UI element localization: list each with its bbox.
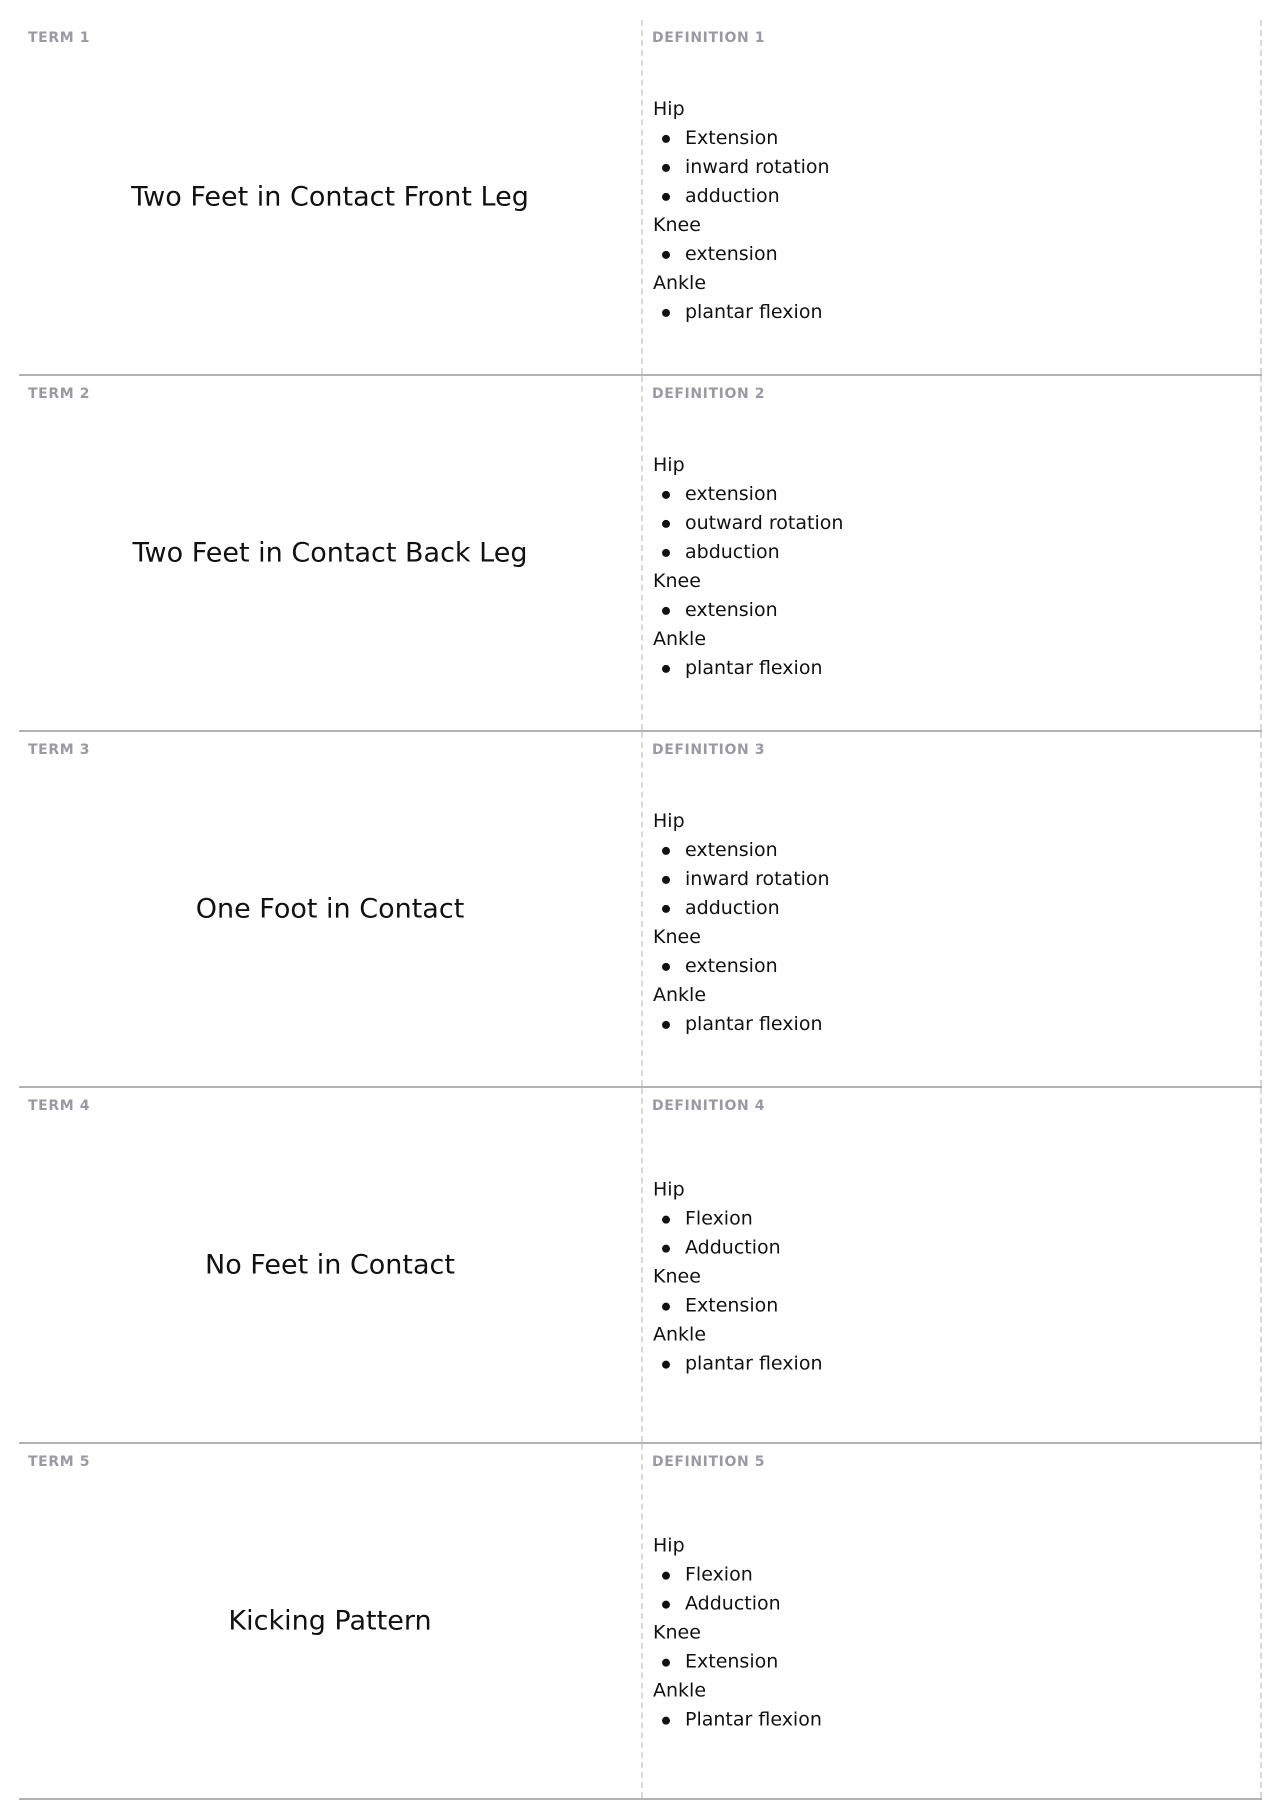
movement-item: Adduction — [653, 1234, 1250, 1263]
joint-label: Knee — [653, 1621, 701, 1644]
movement-list — [653, 1292, 1250, 1321]
movement-item: Flexion — [653, 1205, 1250, 1234]
joint-label: Ankle — [653, 271, 707, 294]
term-text: Two Feet in Contact Back Leg — [132, 537, 528, 569]
joint-label: Hip — [653, 1534, 685, 1557]
term-cell — [19, 1444, 643, 1798]
movement-item: plantar flexion — [653, 1010, 1250, 1039]
movement-item: Extension — [653, 1292, 1250, 1321]
movement-item: Adduction — [653, 1590, 1250, 1619]
term-cell — [19, 20, 643, 374]
term-number-label: TERM 3 — [28, 742, 91, 758]
flashcard-row — [19, 1444, 1262, 1800]
term-cell — [19, 1088, 643, 1442]
joint-label: Knee — [653, 213, 701, 236]
definition-cell — [643, 732, 1262, 1086]
movement-item: plantar flexion — [653, 654, 1250, 683]
movement-list — [653, 596, 1250, 625]
flashcard-row — [19, 376, 1262, 732]
joint-label: Hip — [653, 1178, 685, 1201]
movement-item: adduction — [653, 182, 1250, 211]
movement-list — [653, 654, 1250, 683]
movement-item: Extension — [653, 124, 1250, 153]
flashcard-sheet — [19, 20, 1262, 1800]
joint-label: Knee — [653, 925, 701, 948]
definition-number-label: DEFINITION 3 — [652, 742, 766, 758]
movement-item: inward rotation — [653, 153, 1250, 182]
movement-list — [653, 240, 1250, 269]
movement-item: plantar flexion — [653, 298, 1250, 327]
term-number-label: TERM 2 — [28, 386, 91, 402]
movement-item: plantar flexion — [653, 1350, 1250, 1379]
definition-number-label: DEFINITION 2 — [652, 386, 766, 402]
definition-cell — [643, 20, 1262, 374]
movement-list — [653, 1561, 1250, 1619]
term-text: Two Feet in Contact Front Leg — [131, 181, 529, 213]
movement-list — [653, 1706, 1250, 1735]
definition-cell — [643, 1088, 1262, 1442]
definition-body — [653, 807, 1250, 1039]
term-number-label: TERM 4 — [28, 1098, 91, 1114]
movement-item: abduction — [653, 538, 1250, 567]
movement-list — [653, 124, 1250, 211]
movement-list — [653, 298, 1250, 327]
movement-item: Plantar flexion — [653, 1706, 1250, 1735]
joint-label: Knee — [653, 1265, 701, 1288]
joint-label: Ankle — [653, 983, 707, 1006]
flashcard-row — [19, 1088, 1262, 1444]
movement-list — [653, 1648, 1250, 1677]
movement-item: outward rotation — [653, 509, 1250, 538]
joint-label: Knee — [653, 569, 701, 592]
joint-label: Hip — [653, 809, 685, 832]
term-number-label: TERM 5 — [28, 1454, 91, 1470]
movement-list — [653, 1350, 1250, 1379]
term-text: No Feet in Contact — [205, 1249, 455, 1281]
definition-number-label: DEFINITION 4 — [652, 1098, 766, 1114]
definition-body — [653, 1176, 1250, 1379]
joint-label: Ankle — [653, 627, 707, 650]
movement-item: Flexion — [653, 1561, 1250, 1590]
definition-cell — [643, 376, 1262, 730]
definition-body — [653, 451, 1250, 683]
movement-item: Extension — [653, 1648, 1250, 1677]
term-number-label: TERM 1 — [28, 30, 91, 46]
movement-item: adduction — [653, 894, 1250, 923]
movement-item: extension — [653, 952, 1250, 981]
flashcard-row — [19, 732, 1262, 1088]
movement-list — [653, 480, 1250, 567]
term-cell — [19, 732, 643, 1086]
definition-number-label: DEFINITION 1 — [652, 30, 766, 46]
definition-cell — [643, 1444, 1262, 1798]
flashcard-row — [19, 20, 1262, 376]
movement-item: extension — [653, 480, 1250, 509]
joint-label: Hip — [653, 97, 685, 120]
joint-label: Ankle — [653, 1323, 707, 1346]
joint-label: Ankle — [653, 1679, 707, 1702]
movement-list — [653, 836, 1250, 923]
joint-label: Hip — [653, 453, 685, 476]
term-text: Kicking Pattern — [228, 1605, 432, 1637]
term-cell — [19, 376, 643, 730]
movement-list — [653, 952, 1250, 981]
movement-item: extension — [653, 596, 1250, 625]
term-text: One Foot in Contact — [195, 893, 465, 925]
definition-body — [653, 1532, 1250, 1735]
movement-item: extension — [653, 240, 1250, 269]
movement-list — [653, 1010, 1250, 1039]
movement-item: extension — [653, 836, 1250, 865]
movement-list — [653, 1205, 1250, 1263]
definition-body — [653, 95, 1250, 327]
definition-number-label: DEFINITION 5 — [652, 1454, 766, 1470]
movement-item: inward rotation — [653, 865, 1250, 894]
